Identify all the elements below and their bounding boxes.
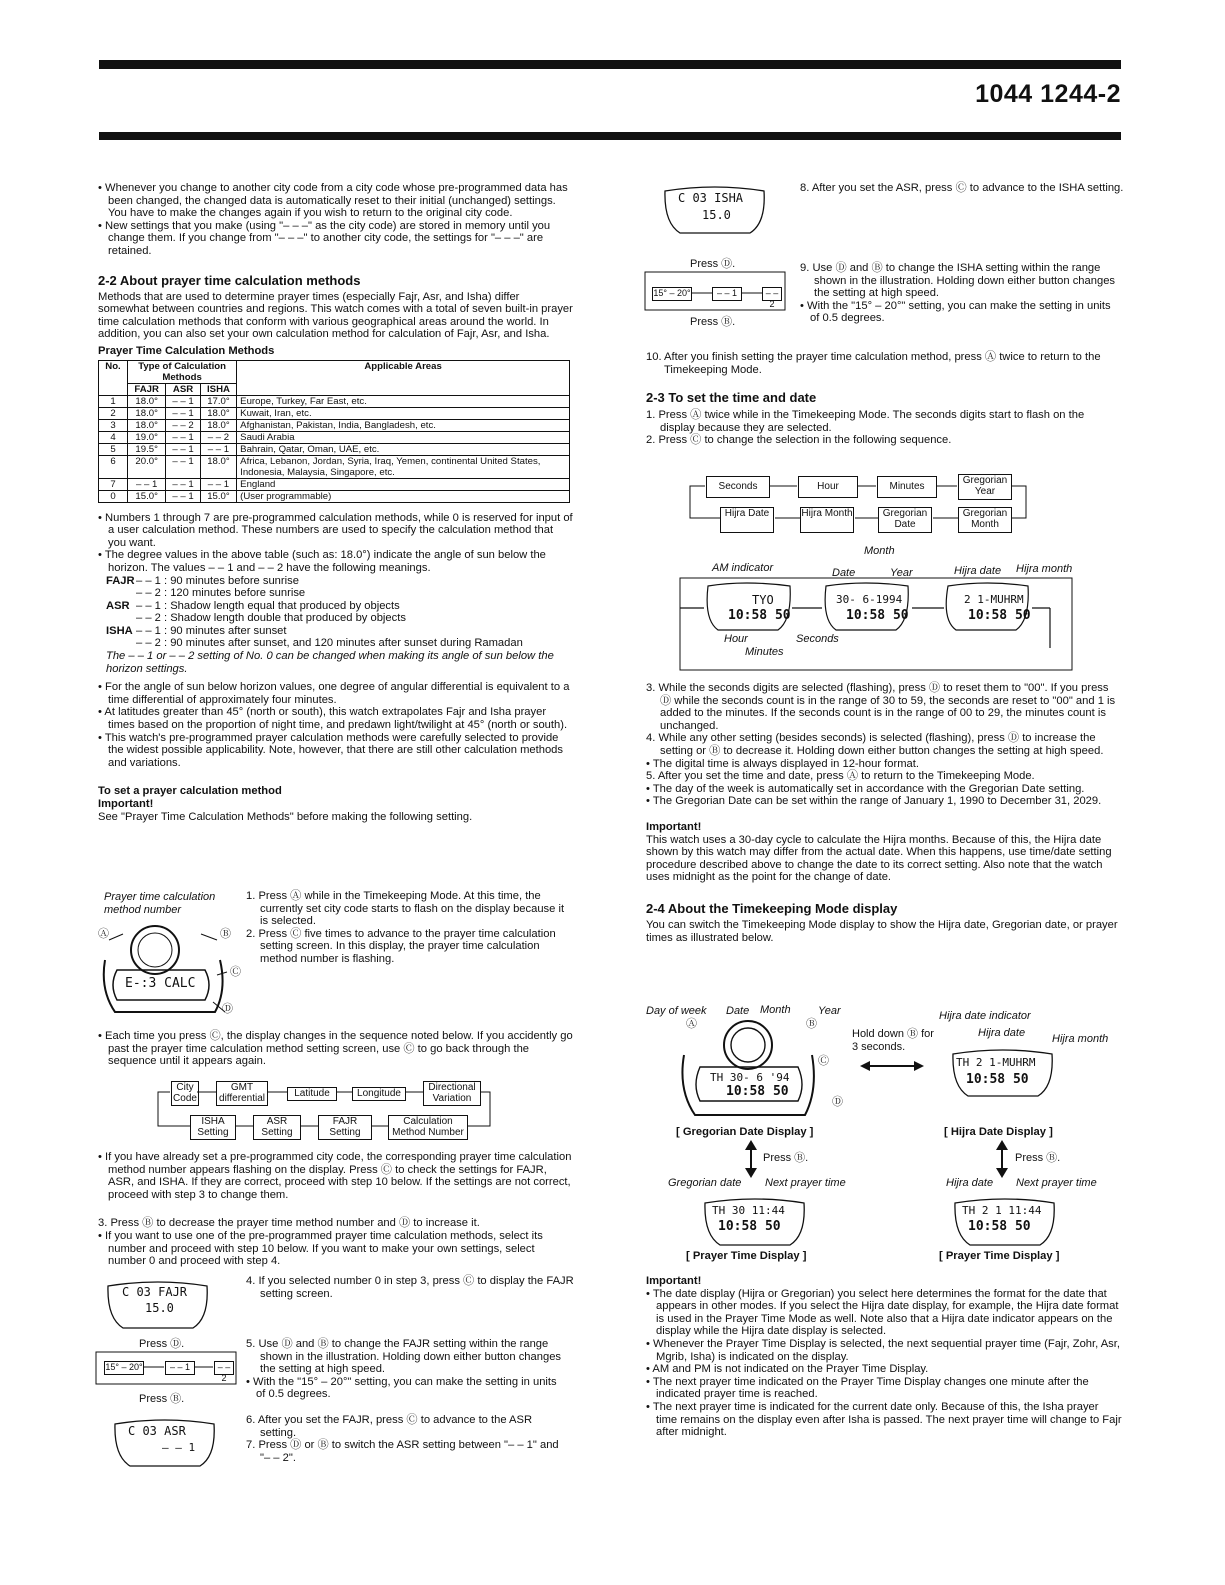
label-seconds: Seconds [796,633,839,645]
table-cell-areas: Afghanistan, Pakistan, India, Bangladesh, etc. [237,419,570,431]
seq-fajr: FAJR Setting [318,1115,372,1140]
table-cell-no: 5 [99,443,128,455]
range-frame-left [96,1352,241,1386]
lcd-isha-text: C 03 ISHA [678,191,744,205]
label-am-indicator: AM indicator [712,562,774,574]
range-dash-1: – – 1 [165,1361,195,1375]
table-cell-asr: – – 1 [166,443,200,455]
label-next-prayer-2: Next prayer time [1016,1177,1097,1189]
table-cell-fajr: 18.0° [128,419,166,431]
tk-btn-c: Ⓒ [818,1055,829,1067]
tk-btn-d: Ⓓ [832,1096,843,1108]
table-cell-isha: 15.0° [200,490,236,502]
section-2-4-title: 2-4 About the Timekeeping Mode display [646,900,898,916]
seq-greg-year: Gregorian Year [958,474,1012,500]
table-row [99,395,570,407]
table-cell-areas: Africa, Lebanon, Jordan, Syria, Iraq, Yemen, continental United States, Indonesia, Malaysia, Singapore, etc. [237,455,570,478]
prayer-display-caption-2: [ Prayer Time Display ] [939,1250,1060,1262]
section-2-3-title: 2-3 To set the time and date [646,390,817,406]
steps-5-left [246,1338,568,1401]
table-row [99,407,570,419]
step-7: 7. Press Ⓓ or Ⓑ to switch the ASR setting between "– – 1" and "– – 2". [246,1439,559,1464]
th-asr: ASR [166,383,200,395]
table-cell-isha: 18.0° [200,407,236,419]
hijra-press-b: Press Ⓑ. [1015,1152,1061,1164]
table-cell-fajr: 19.5° [128,443,166,455]
range-dash-2-r: – – 2 [762,287,782,301]
lcd-tyo: TYO [752,593,774,607]
step-9: 9. Use Ⓓ and Ⓑ to change the ISHA setting within the range shown in the illustration. Holding down either button changes the setting at high speed. [800,262,1116,300]
label-hijra-date: Hijra date [954,565,1002,577]
seq-minutes: Minutes [877,476,937,498]
section-2-2-title: 2-2 About prayer time calculation methods [98,272,361,288]
seq-latitude: Latitude [287,1087,337,1101]
range-dash-2: – – 2 [214,1361,234,1375]
seq-longitude: Longitude [352,1087,406,1101]
table-cell-areas: Kuwait, Iran, etc. [237,407,570,419]
lcd-fajr-text: C 03 FAJR [122,1285,188,1299]
table-row [99,419,570,431]
label-tk-year: Year [818,1005,841,1017]
bullet-latitudes: • At latitudes greater than 45° (north or south), this watch extrapolates Fajr and Isha prayer times based on the proportion of night time, and predawn light/twilight at 45° (north or south). [98,706,573,731]
prayer-display-caption-1: [ Prayer Time Display ] [686,1250,807,1262]
lcd-date: 30- 6-1994 [836,593,903,606]
table-cell-isha: – – 1 [200,478,236,490]
table-cell-areas: Bahrain, Qatar, Oman, UAE, etc. [237,443,570,455]
step-4: 4. If you selected number 0 in step 3, press Ⓒ to display the FAJR setting screen. [246,1275,574,1300]
button-c-label: Ⓒ [230,966,241,978]
def-row: ASR – – 1 : Shadow length equal that produced by objects [106,599,400,612]
bullet-numbers: • Numbers 1 through 7 are pre-programmed calculation methods, while 0 is reserved for input of a user calculation method. These numbers are used to specify the calculation method that you want. [98,512,573,550]
table-cell-asr: – – 1 [166,407,200,419]
seq-gmt: GMT differential [216,1081,268,1106]
press-b-label: Press Ⓑ. [139,1393,185,1405]
table-cell-areas: England [237,478,570,490]
table-row [99,443,570,455]
seq-isha: ISHA Setting [190,1115,236,1140]
seq-greg-date: Gregorian Date [878,507,932,533]
label-year: Year [890,567,913,579]
lcd-hijra: 2 1-MUHRM [964,593,1024,606]
press-b-label-r: Press Ⓑ. [690,316,736,328]
lcd-prayer-greg-text: TH 30 11:44 [712,1204,785,1217]
bullet-each-time: • Each time you press Ⓒ, the display changes in the sequence noted below. If you accidently go past the prayer time calculation method setting screen, use Ⓒ to go back through the sequence until it appears again. [98,1030,573,1068]
step-8: 8. After you set the ASR, press Ⓒ to advance to the ISHA setting. [800,182,1124,194]
seq-calc-number: Calculation Method Number [388,1115,468,1140]
intro-bullet-1: • Whenever you change to another city code from a city code whose pre-programmed data has been changed, the changed data is automatically reset to their initial (unchanged) settings. You have to make the changes again if you wish to return to the original city code. [98,182,573,220]
table-cell-no: 3 [99,419,128,431]
table-cell-fajr: 15.0° [128,490,166,502]
def-row: – – 2 : 90 minutes after sunset, and 120 minutes after sunset during Ramadan [136,637,523,650]
table-cell-no: 1 [99,395,128,407]
hold-down-label: Hold down Ⓑ for 3 seconds. [852,1028,934,1053]
watch-greg-illustration [670,1015,830,1120]
defs-note: The – – 1 or – – 2 setting of No. 0 can be changed when making its angle of sun below the horizon settings. [106,650,554,675]
range-frame-right [645,272,790,312]
s23-bullet-dow: • The day of the week is automatically set in accordance with the Gregorian Date setting. [646,783,1122,796]
label-tk-hijra-date: Hijra date [978,1027,1026,1039]
lcd-time-1: 10:58 50 [728,608,791,623]
table-row [99,431,570,443]
table-row [99,455,570,478]
steps-6-7 [246,1414,568,1464]
table-cell-fajr: 18.0° [128,395,166,407]
table-cell-asr: – – 1 [166,478,200,490]
section-2-2-paragraph: Methods that are used to determine prayer times (especially Fajr, Asr, and Isha) differ somewhat between countries and regions. This watch comes with a total of seven built-in prayer time calculation methods that conform with various geographical areas around the world. In addition, you can also set your own calculation method for calculation of Fajr, Asr, and Isha. [98,290,573,341]
lcd-prayer-hijra-time: 10:58 50 [968,1219,1031,1234]
double-arrow-icon [860,1060,924,1072]
label-date: Date [832,567,856,579]
s23-bullet-range: • The Gregorian Date can be set within the range of January 1, 1990 to December 31, 2029. [646,795,1122,808]
steps-1-2 [246,890,566,966]
table-cell-asr: – – 2 [166,419,200,431]
s23-step-4: 4. While any other setting (besides seconds) is selected (flashing), press Ⓓ to increase the setting or Ⓑ to decrease it. Holding down either button changes the setting at high speed. [646,732,1104,757]
th-type: Type of Calculation Methods [128,360,237,383]
lcd-asr-text: C 03 ASR [128,1424,186,1438]
steps-9 [800,262,1122,325]
bullet-05-degrees-r: • With the "15° – 20°" setting, you can make the setting in units of 0.5 degrees. [800,300,1122,325]
prayer-methods-table [98,360,570,503]
step-2: 2. Press Ⓒ five times to advance to the prayer time calculation setting screen. In this display, the prayer time calculation method number is flashing. [246,927,556,965]
lcd-prayer-greg-time: 10:58 50 [718,1219,781,1234]
lcd-time-2: 10:58 50 [846,608,909,623]
right-column-2 [646,682,1122,944]
seq-directional: Directional Variation [423,1081,481,1106]
th-isha: ISHA [200,383,236,395]
range-15-20-r: 15° – 20° [652,287,692,301]
s23-step-3: 3. While the seconds digits are selected (flashing), press Ⓓ to reset them to "00". If you press Ⓓ while the seconds count is in the range of 30 to 59, the seconds are reset to "00" and 1 is added to the minutes. If the seconds count is in the range of 00 to 29, the minutes count is unchanged. [646,682,1116,732]
table-cell-fajr: 20.0° [128,455,166,478]
seq-arrows-left [150,1078,500,1143]
seq-seconds: Seconds [706,476,770,498]
left-column-3 [98,1151,573,1268]
table-cell-no: 7 [99,478,128,490]
table-cell-isha: – – 2 [200,431,236,443]
lcd-prayer-hijra-text: TH 2 1 11:44 [962,1204,1042,1217]
set-method-title: To set a prayer calculation method [98,785,282,798]
label-month: Month [864,545,895,557]
table-title: Prayer Time Calculation Methods [98,344,275,357]
label-hour: Hour [724,633,748,645]
table-cell-asr: – – 1 [166,490,200,502]
range-15-20: 15° – 20° [104,1361,144,1375]
table-cell-no: 4 [99,431,128,443]
down-arrow-icon [745,1140,757,1178]
seq-asr: ASR Setting [253,1115,301,1140]
label-tk-month: Month [760,1004,791,1016]
table-cell-areas: Saudi Arabia [237,431,570,443]
lcd-calc-text: E‑:3 CALC [125,976,196,991]
step-1: 1. Press Ⓐ while in the Timekeeping Mode. At this time, the currently set city code starts to flash on the display because it is selected. [246,890,565,928]
left-column-2 [98,1030,573,1068]
tk-btn-a: Ⓐ [686,1018,697,1030]
bullet-user-method: • If you want to use one of the pre-programmed prayer time calculation methods, select its number and proceed with step 10 below. If you want to make your own settings, select number 0 and proceed with step 4. [98,1230,573,1268]
seq-hour: Hour [798,476,858,498]
table-cell-no: 2 [99,407,128,419]
document-number: 1044 1244-2 [975,80,1121,108]
important-label-2: Important! [646,820,702,833]
table-cell-no: 6 [99,455,128,478]
seq-hijra-date: Hijra Date [720,507,774,533]
final-bullet-4: • The next prayer time indicated on the Prayer Time Display changes one minute after the indicated prayer time is reached. [646,1376,1122,1401]
range-dash-1-r: – – 1 [712,287,742,301]
see-text: See "Prayer Time Calculation Methods" before making the following setting. [98,810,473,823]
table-cell-isha: – – 1 [200,443,236,455]
down-arrow-icon-2 [996,1140,1008,1178]
def-row: ISHA – – 1 : 90 minutes after sunset [106,624,287,637]
button-a-label: Ⓐ [98,928,109,940]
th-no: No. [99,360,128,395]
lcd-hijra-time: 10:58 50 [966,1072,1029,1087]
table-cell-asr: – – 1 [166,395,200,407]
intro-bullet-2: • New settings that you make (using "– – –" as the city code) are stored in memory until you change them. If you change from "– – –" to another city code, the settings for "– – –" are retained. [98,220,573,258]
table-cell-asr: – – 1 [166,431,200,443]
final-bullet-1: • The date display (Hijra or Gregorian) you select here determines the format for the date that appears in other modes. If you select the Hijra date display, for example, the Hijra date format is used in the Prayer Time Mode as well. Note also that a Hijra date indicator appears on the display while the Hijra date display is selected. [646,1288,1122,1338]
header-rule [99,132,1121,140]
lcd-hijra-date: TH 2 1-MUHRM [956,1056,1036,1069]
lcd-time-3: 10:58 50 [968,608,1031,623]
lcd-fajr-value: 15.0 [145,1301,174,1315]
bullet-preprogrammed: • This watch's pre-programmed prayer calculation methods were carefully selected to provide the widest possible applicability. Note, however, that there are still other calculation methods and variations. [98,732,573,770]
s23-step-2: 2. Press Ⓒ to change the selection in the following sequence. [646,434,952,447]
label-gregorian-date: Gregorian date [668,1177,742,1189]
tk-btn-b: Ⓑ [806,1018,817,1030]
step-10: 10. After you finish setting the prayer time calculation method, press Ⓐ twice to return to the Timekeeping Mode. [646,351,1101,376]
right-column-1 [646,351,1122,447]
label-next-prayer: Next prayer time [765,1177,846,1189]
important-paragraph: This watch uses a 30-day cycle to calculate the Hijra months. Because of this, the Hijra date shown by this watch may differ from the actual date. When this happens, use time/date setting procedure described above to change the date to its correct setting. Also note that the watch uses midnight as the point for the change of date. [646,833,1112,884]
important-label-3: Important! [646,1275,702,1287]
greg-press-b: Press Ⓑ. [763,1152,809,1164]
def-row: – – 2 : 120 minutes before sunrise [136,587,306,600]
s23-step-5: 5. After you set the time and date, press Ⓐ to return to the Timekeeping Mode. [646,770,1035,783]
final-bullet-3: • AM and PM is not indicated on the Prayer Time Display. [646,1363,1122,1376]
lcd-greg-date: TH 30- 6 '94 [710,1071,790,1084]
table-cell-isha: 17.0° [200,395,236,407]
table-cell-asr: – – 1 [166,455,200,478]
label-hijra-date-2: Hijra date [946,1177,994,1189]
table-row [99,478,570,490]
table-cell-areas: Europe, Turkey, Far East, etc. [237,395,570,407]
step-6: 6. After you set the FAJR, press Ⓒ to advance to the ASR setting. [246,1414,533,1439]
label-minutes: Minutes [745,646,784,658]
bullet-angle: • For the angle of sun below horizon values, one degree of angular differential is equivalent to a time differential of approximately four minutes. [98,681,573,706]
table-cell-fajr: 19.0° [128,431,166,443]
left-column [98,182,573,823]
bullet-05-degrees: • With the "15° – 20°" setting, you can make the setting in units of 0.5 degrees. [246,1376,568,1401]
label-hijra-indicator: Hijra date indicator [939,1010,1031,1022]
definition-list [98,575,573,676]
th-fajr: FAJR [128,383,166,395]
press-d-label-r: Press Ⓓ. [690,258,736,270]
press-d-label: Press Ⓓ. [139,1338,185,1350]
button-d-label: Ⓓ [222,1003,233,1015]
table-cell-areas: (User programmable) [237,490,570,502]
def-row: – – 2 : Shadow length double that produced by objects [136,612,406,625]
table-cell-fajr: 18.0° [128,407,166,419]
fig-caption-calc: Prayer time calculation method number [104,891,216,916]
def-row: FAJR – – 1 : 90 minutes before sunrise [106,574,299,587]
s23-step-1: 1. Press Ⓐ twice while in the Timekeeping Mode. The seconds digits start to flash on the display because they are selected. [646,409,1085,434]
right-column-3 [646,1275,1122,1439]
final-bullet-5: • The next prayer time is indicated for the current date only. Because of this, the Isha prayer time remains on the display even after Isha is passed. The next prayer time will change to Fajr after midnight. [646,1401,1122,1439]
bullet-degree: • The degree values in the above table (such as: 18.0°) indicate the angle of sun below the horizon. The values – – 1 and – – 2 have the following meanings. [98,549,573,574]
section-2-4-paragraph: You can switch the Timekeeping Mode display to show the Hijra date, Gregorian date, or prayer times as illustrated below. [646,918,1118,944]
step-5: 5. Use Ⓓ and Ⓑ to change the FAJR setting within the range shown in the illustration. Holding down either button changes the setting at high speed. [246,1338,562,1376]
table-row [99,490,570,502]
step-3: 3. Press Ⓑ to decrease the prayer time method number and Ⓓ to increase it. [98,1217,480,1230]
label-tk-hijra-month: Hijra month [1052,1033,1109,1045]
table-cell-isha: 18.0° [200,419,236,431]
label-day-of-week: Day of week [646,1005,707,1017]
seq-hijra-month: Hijra Month [800,507,854,533]
final-bullet-2: • Whenever the Prayer Time Display is selected, the next sequential prayer time (Fajr, Zohr, Asr, Mgrib, Isha) is indicated on the display. [646,1338,1122,1363]
seq-greg-month: Gregorian Month [958,507,1012,533]
s23-bullet-12h: • The digital time is always displayed in 12-hour format. [646,758,1122,771]
button-b-label: Ⓑ [220,928,231,940]
th-areas: Applicable Areas [237,360,570,395]
watch-face-icon [104,926,227,1012]
seq-city-code: City Code [171,1081,199,1106]
table-cell-no: 0 [99,490,128,502]
label-tk-date: Date [726,1005,750,1017]
bullet-preprogrammed-city: • If you have already set a pre-programmed city code, the corresponding prayer time calculation method number appears flashing on the display. Press Ⓒ to check the settings for FAJR, ASR, and ISHA. If they are correct, proceed with step 10 below. If the settings are not correct, proceed with step 3 to change them. [98,1151,573,1201]
important-label: Important! [98,798,154,810]
lcd-isha-value: 15.0 [702,208,731,222]
seq-arrows-right [690,470,1040,540]
table-cell-isha: 18.0° [200,455,236,478]
top-rule [99,60,1121,69]
lcd-greg-time: 10:58 50 [726,1084,789,1099]
label-hijra-month: Hijra month [1016,563,1073,575]
table-cell-fajr: – – 1 [128,478,166,490]
lcd-asr-value: – – 1 [162,1441,196,1454]
greg-display-caption: [ Gregorian Date Display ] [676,1126,814,1138]
hijra-display-caption: [ Hijra Date Display ] [944,1126,1053,1138]
